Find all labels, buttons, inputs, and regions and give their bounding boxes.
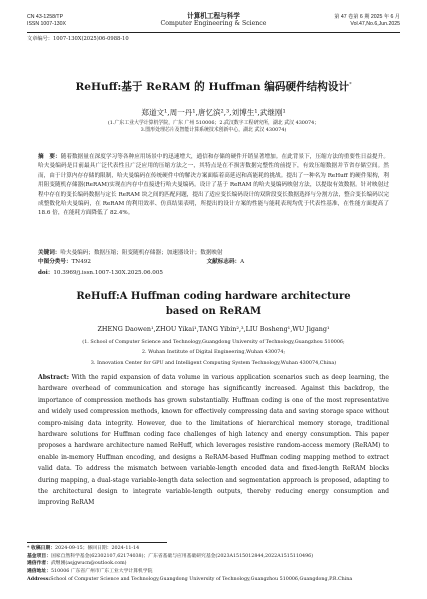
doi bbox=[38, 268, 389, 276]
abstract-cn bbox=[38, 153, 389, 219]
title-cn bbox=[27, 79, 400, 94]
abstract-en-text: With the rapid expansion of data volume in various application scenarios such as deep learning, the hardware overhead of communication and storage has significantly increased. Against this backdrop, the importance of compression methods has grown substantially. Huffman coding is one of the most representative and widely used compression methods, known for effectively compressing data and saving storage space without compro-mising data integrity. However, due to the limitations of hierarchical memory storage, traditional hardware solutions for Huffman coding face challenges of high latency and energy consumption. This paper proposes a hardware architecture named ReHuff, which leverages resistive random-access memory (ReRAM) to enable in-memory Huffman encoding, and designs a ReRAM-based Huffman coding mapping method to extract valid data. To address the mismatch between variable-length encoded data and fixed-length ReRAM blocks during mapping, a dual-stage variable-length data selection and segmentation approach is proposed, adapting to the architectural design to integrate variable-length outputs, thereby reducing energy consumption and improving ReRAM bbox=[38, 374, 389, 507]
affiliation-en-line: (1. School of Computer Science and Technology,Guangdong University of Technology,Guangzhou 510006; bbox=[82, 339, 345, 345]
footnote-correspondence bbox=[27, 560, 402, 568]
funding-value: 国家自然科学基金(62302107,62174038)；广东省基础与应用基础研究基金(2023A1515012844,2022A1515110496) bbox=[51, 553, 314, 559]
doc-code-value: A bbox=[240, 259, 245, 265]
affiliations-en bbox=[27, 337, 400, 368]
footnote-rule bbox=[27, 542, 167, 543]
address-en-label: Address: bbox=[27, 575, 51, 582]
affiliations-cn bbox=[27, 120, 400, 135]
journal-name-cn: 计算机工程与科学 bbox=[187, 12, 240, 20]
abstract-en bbox=[38, 372, 389, 509]
address-value: 510006 广东省广州市广东工业大学计算机学院 bbox=[51, 569, 153, 575]
corr-label: 通信作者： bbox=[27, 560, 51, 567]
footnote bbox=[27, 545, 402, 584]
address-label: 通信地址： bbox=[27, 568, 51, 575]
footnote-funding bbox=[27, 553, 402, 561]
footnote-address bbox=[27, 568, 402, 576]
journal-name-en: Computer Engineering & Science bbox=[160, 20, 267, 27]
abstract-cn-text: 随着数据量在深度学习等各种应用场景中的迅速增大，通信和存储的硬件开销显著增加。在此背景下，压缩方法的重要性日益提升。哈夫曼编码是目前最具广泛代表性且广泛应用的压缩方法之一，其特点是在不损害数据完整性的前提下，有效压缩数据并节省存储空间。然而，由于计算内存存储的限制，哈夫曼编码在传统硬件中的解决方案面临着高延迟和高能耗的挑战。提出了一种名为 ReHuff 的硬件架构，利用阻变随机存储器(ReRAM)实现在内存中直接进行哈夫曼编码。设计了基于 ReRAM 的哈夫曼编码映射方法，以提取有效数据。针对映射过程中存在的变长编码数据与定长 ReRAM 块之间的匹配问题，提出了适应变长编码设计的双阶段变长数据选择与分割方法，整合变长编码以完成整数化哈夫曼编码，在 ReRAM 的利用效率、仿真结果表明，所提出的设计方案的性能与能耗表现均优于代表性基准，在性能方面提高了 18.6 倍，在能耗方面降低了 82.4%。 bbox=[38, 154, 389, 217]
issue-en: Vol.47,No.6,Jun.2025 bbox=[350, 21, 400, 28]
article-number: 文章编号：1007-130X(2025)06-0988-10 bbox=[27, 36, 129, 42]
affiliation-cn-line: (1.广东工业大学计算机学院，广东 广州 510006；2.武汉数字工程研究所，湖北 武汉 430074； bbox=[107, 120, 320, 126]
clc-label: 中图分类号： bbox=[38, 259, 72, 265]
abstract-cn-label: 摘 要： bbox=[38, 154, 61, 160]
clc-value: TN492 bbox=[71, 259, 91, 265]
affiliation-en-line: 2. Wuhan Institute of Digital Engineering,Wuhan 430074; bbox=[141, 349, 286, 356]
address-en-value: School of Computer Science and Technology,Guangdong University of Technology,Guangzhou 510006,Guangdong,P.R.China bbox=[50, 576, 353, 582]
authors-en: ZHENG Daowen¹,ZHOU Yikai¹,TANG Yibin²,³,LIU Bosheng¹,WU Jigang¹ bbox=[97, 325, 330, 333]
doi-label: doi： bbox=[38, 270, 54, 276]
footnote-address-en bbox=[27, 576, 402, 584]
doc-code-label: 文献标志码： bbox=[206, 259, 241, 265]
header-rule bbox=[27, 32, 400, 33]
title-footnote-mark: * bbox=[349, 81, 352, 88]
keywords-cn bbox=[38, 249, 389, 258]
keywords-cn-label: 关键词： bbox=[38, 250, 61, 256]
corr-value: 武继刚(asjgwucn@outlook.com) bbox=[51, 561, 127, 567]
abstract-en-label: Abstract: bbox=[38, 374, 69, 381]
title-en-line: ReHuff:A Huffman coding hardware architecture bbox=[76, 291, 351, 302]
keywords-cn-text: 哈夫曼编码；数据压缩；阻变随机存储器；加速器设计；数据映射 bbox=[60, 250, 223, 256]
issue-cn: 第 47 卷第 6 期 2025 年 6 月 bbox=[334, 14, 400, 20]
received-label: 收稿日期： bbox=[31, 545, 56, 551]
classification-cn bbox=[38, 258, 389, 267]
header-right bbox=[334, 14, 400, 28]
footnote-received bbox=[27, 545, 402, 553]
footnote-bullet: * bbox=[27, 545, 30, 551]
title-cn-text: ReHuff:基于 ReRAM 的 Huffman 编码硬件结构设计 bbox=[75, 81, 350, 93]
funding-label: 基金项目： bbox=[27, 552, 51, 559]
affiliation-en-line: 3. Innovation Center for GPU and Intelligent Computing System Technology,Wuhan 430074,China) bbox=[90, 359, 337, 366]
received-value: 2024-09-15；修回日期：2024-11-14 bbox=[55, 546, 140, 551]
title-en bbox=[27, 289, 400, 319]
doi-value: 10.3969/j.issn.1007-130X.2025.06.005 bbox=[53, 270, 163, 276]
title-en-line: based on ReRAM bbox=[165, 306, 262, 317]
issn: ISSN 1007-130X bbox=[27, 21, 66, 28]
affiliation-cn-line: 3.图形处理芯片及智能计算系统技术创新中心，湖北 武汉 430074) bbox=[140, 127, 287, 134]
authors-cn: 郑道文¹,周一丹¹,唐忆滨²,³,刘博生¹,武继刚¹ bbox=[141, 108, 286, 117]
cn-id: CN 43-1258/TP bbox=[27, 14, 64, 20]
